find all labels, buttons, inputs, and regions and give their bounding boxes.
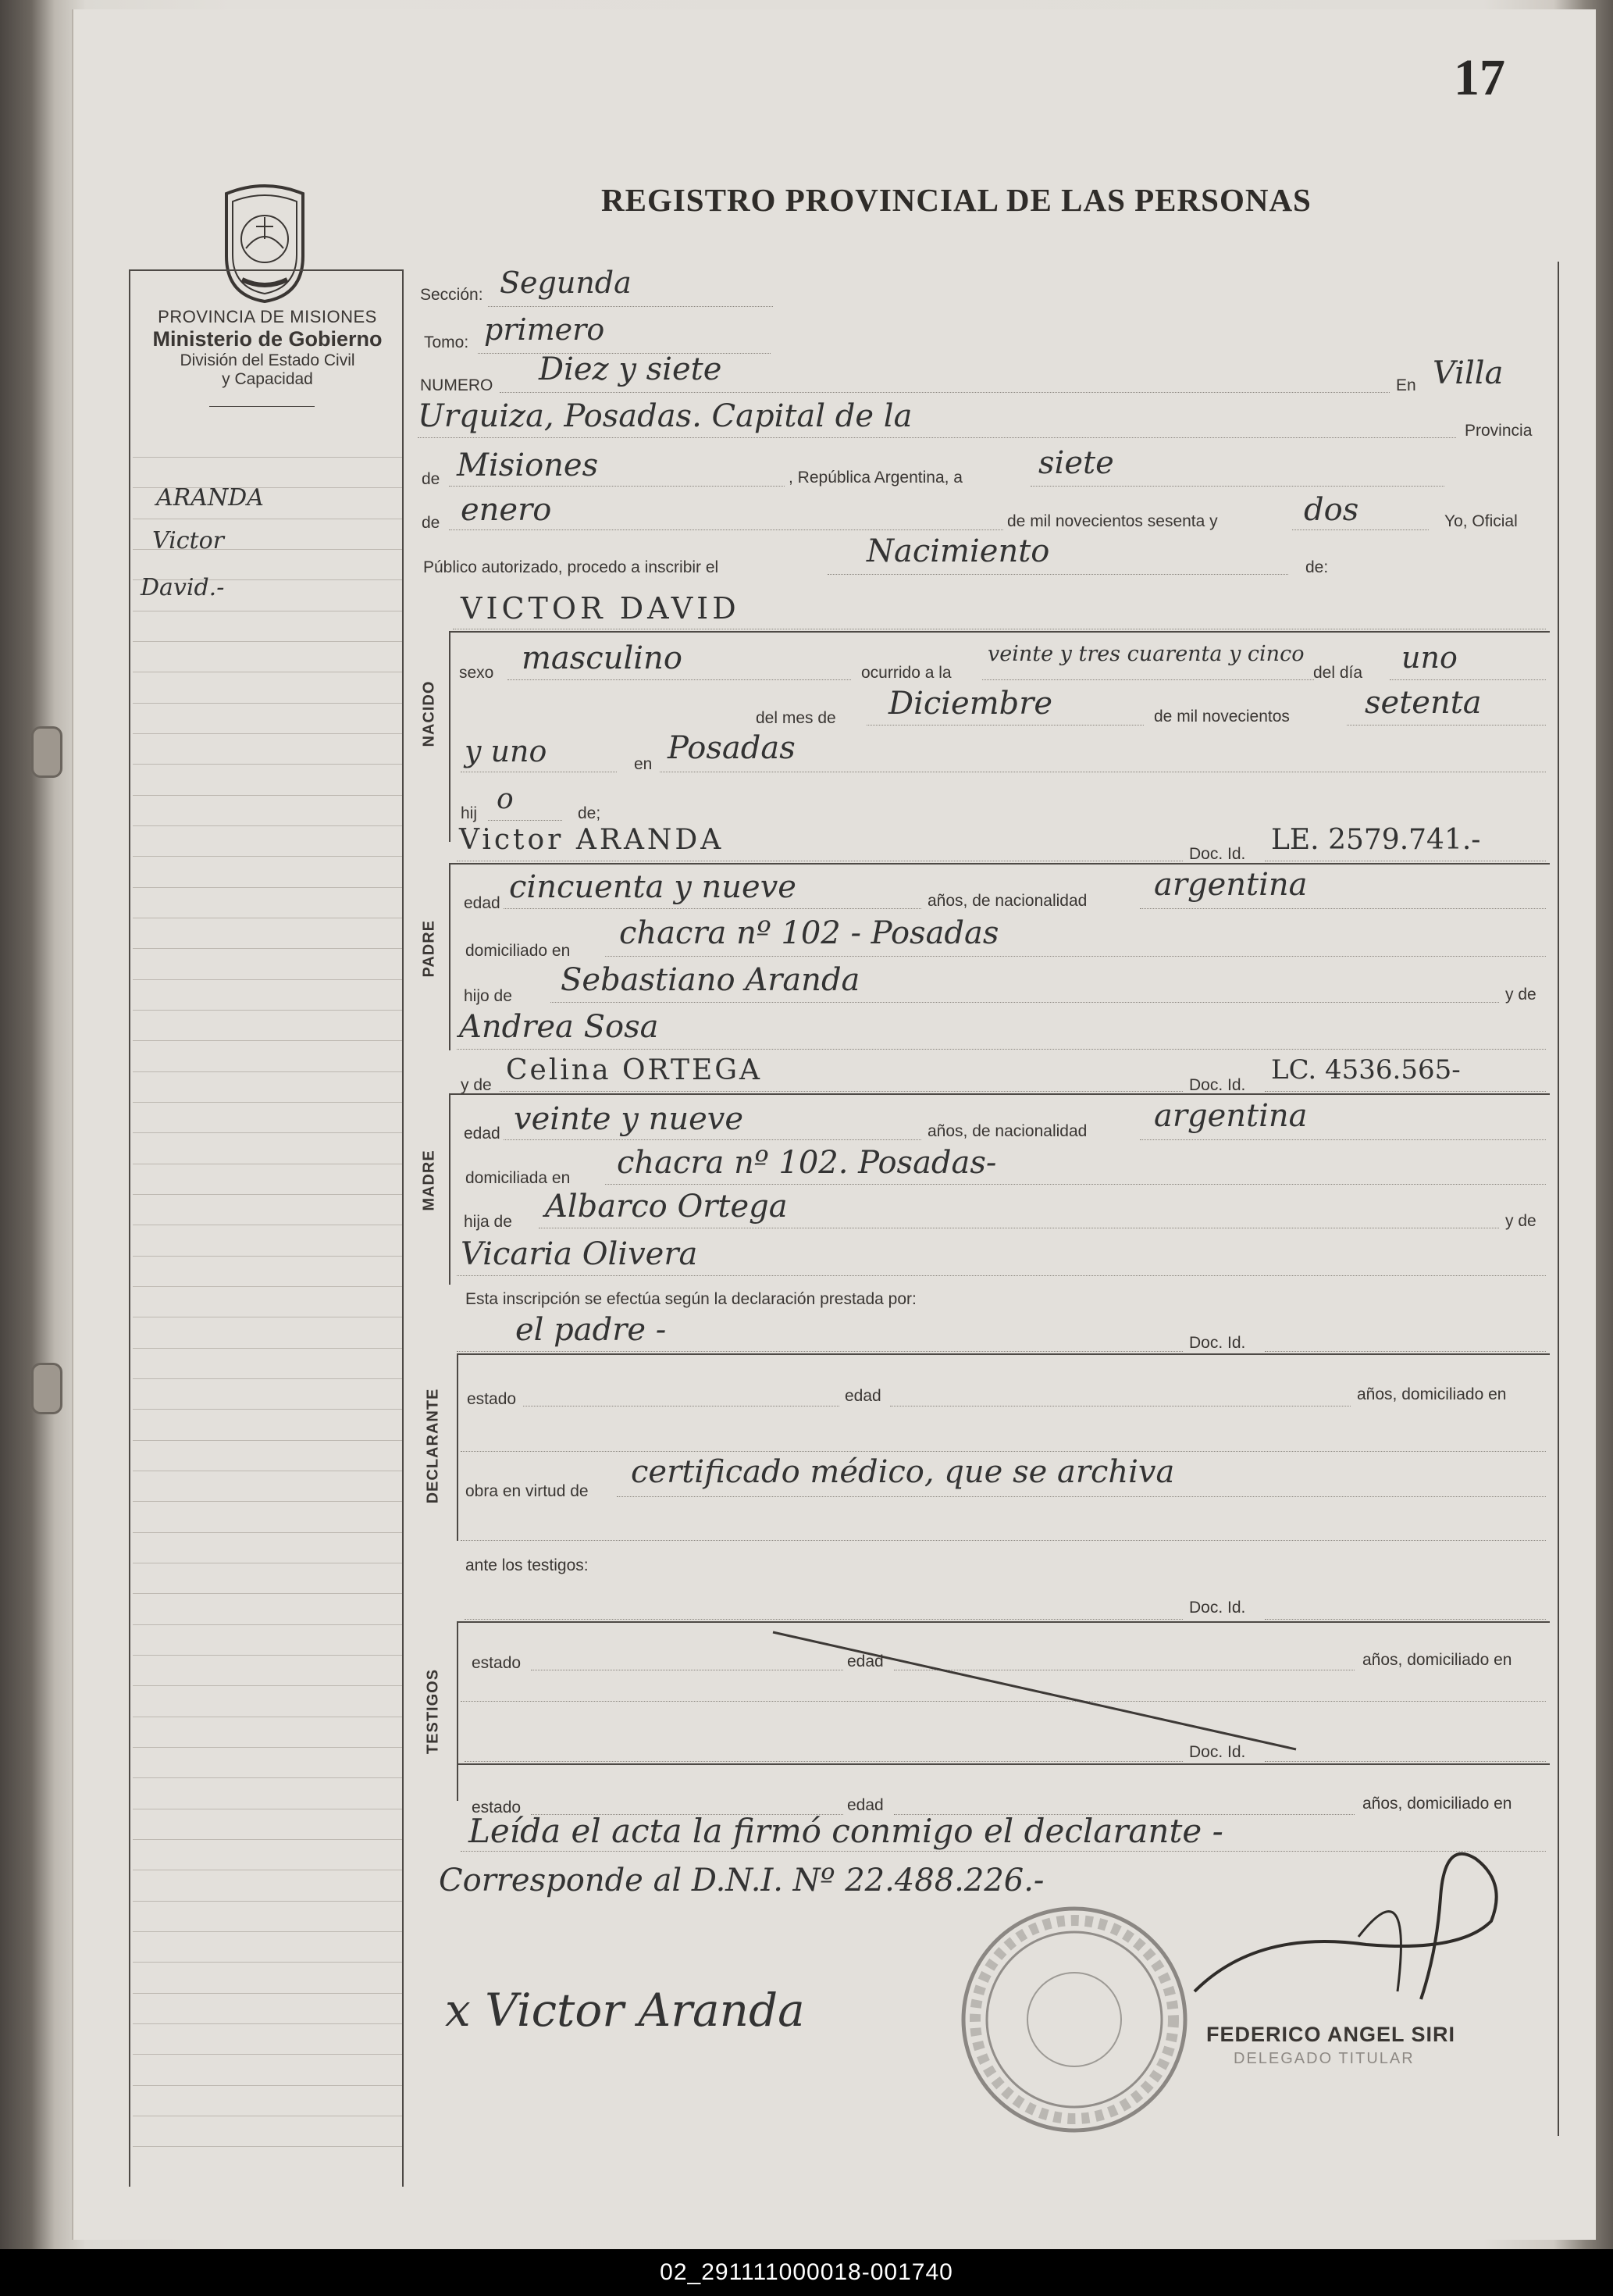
value-padre-edad: cincuenta y nueve — [509, 869, 796, 905]
label-de1: de — [422, 470, 440, 488]
value-mes-nac: Diciembre — [888, 686, 1053, 722]
value-madre-nombre: Celina ORTEGA — [506, 1054, 763, 1086]
label-sexo: sexo — [459, 664, 494, 682]
label-testigo2-edad: edad — [847, 1796, 884, 1814]
value-lugar2: Urquiza, Posadas. Capital de la — [418, 398, 913, 434]
label-tomo: Tomo: — [424, 333, 469, 351]
label-de-colon: de: — [1305, 558, 1329, 576]
section-label-testigos: TESTIGOS — [424, 1668, 442, 1755]
label-numero: NUMERO — [420, 376, 493, 394]
label-del-mes: del mes de — [756, 709, 836, 727]
page-number: 17 — [1454, 49, 1505, 106]
value-anio-nac2: y uno — [465, 734, 547, 768]
value-madre-nac: argentina — [1154, 1098, 1308, 1134]
label-declarante-anos: años, domiciliado en — [1357, 1385, 1507, 1403]
value-acto: Nacimiento — [867, 533, 1050, 569]
section-label-madre: MADRE — [420, 1150, 438, 1211]
value-dia-a: siete — [1038, 445, 1114, 481]
value-padre-nombre: Victor ARANDA — [459, 824, 725, 856]
label-madre-nac: años, de nacionalidad — [928, 1122, 1088, 1140]
margin-surname: ARANDA — [156, 484, 264, 512]
official-signature-mark — [1163, 1835, 1522, 2015]
value-lugar1: Villa — [1433, 355, 1504, 391]
image-identifier: 02_291111000018-001740 — [660, 2259, 953, 2285]
label-de-mil-nov: de mil novecientos — [1154, 708, 1290, 726]
value-tomo: primero — [484, 312, 605, 347]
label-de2: de — [422, 514, 440, 532]
label-obra: obra en virtud de — [465, 1482, 589, 1500]
label-de-mil: de mil novecientos sesenta y — [1007, 512, 1218, 530]
label-yo-oficial: Yo, Oficial — [1444, 512, 1518, 530]
label-declarante-edad: edad — [845, 1387, 881, 1405]
official-stamp — [959, 1904, 1190, 2135]
value-madre-doc: LC. 4536.565- — [1271, 1054, 1461, 1086]
label-en: En — [1396, 376, 1416, 394]
label-testigo1-edad: edad — [847, 1652, 884, 1670]
label-testigo1-anos: años, domiciliado en — [1362, 1651, 1512, 1669]
margin-first-name: Victor — [152, 527, 224, 554]
value-madre-edad: veinte y nueve — [514, 1101, 744, 1137]
margin-second-name: David.- — [141, 574, 225, 601]
value-anio-nac1: setenta — [1365, 685, 1482, 721]
org-ministry: Ministerio de Gobierno — [152, 327, 383, 351]
label-hij: hij — [461, 804, 478, 822]
value-seccion: Segunda — [500, 266, 632, 300]
value-obra: certificado médico, que se archiva — [631, 1454, 1175, 1490]
label-testigo2-doc: Doc. Id. — [1189, 1743, 1246, 1761]
official-name: FEDERICO ANGEL SIRI — [1206, 2023, 1456, 2046]
label-madre-y-de2: y de — [1505, 1212, 1536, 1230]
label-publico: Público autorizado, procedo a inscribir el — [423, 558, 719, 576]
label-madre-dom: domiciliada en — [465, 1169, 571, 1187]
label-esta-inscripcion: Esta inscripción se efectúa según la declaración prestada por: — [465, 1290, 917, 1308]
label-declarante-estado: estado — [467, 1390, 517, 1408]
label-padre-dom: domiciliado en — [465, 942, 571, 960]
org-capacity: y Capacidad — [222, 370, 313, 388]
value-padre-nac: argentina — [1154, 867, 1308, 903]
value-anio: dos — [1304, 492, 1359, 528]
value-hora: veinte y tres cuarenta y cinco — [988, 642, 1305, 666]
value-padre-hijo-de: Sebastiano Aranda — [561, 962, 860, 998]
label-madre-y-de: y de — [461, 1076, 492, 1094]
label-padre-edad: edad — [464, 894, 500, 912]
label-testigo1-estado: estado — [472, 1654, 522, 1672]
label-madre-hija-de: hija de — [464, 1213, 512, 1231]
value-declarante: el padre - — [515, 1312, 667, 1348]
label-testigos: ante los testigos: — [465, 1556, 589, 1574]
value-padre-hijo-de2: Andrea Sosa — [459, 1009, 659, 1045]
closing-note-2: Corresponde al D.N.I. Nº 22.488.226.- — [439, 1863, 1045, 1898]
value-nombre: VICTOR DAVID — [461, 591, 740, 626]
value-madre-dom: chacra nº 102. Posadas- — [617, 1145, 997, 1181]
value-padre-doc: LE. 2579.741.- — [1271, 824, 1481, 856]
value-dia: uno — [1401, 640, 1458, 675]
section-label-nacido: NACIDO — [420, 680, 438, 747]
label-republica: , República Argentina, a — [789, 469, 963, 487]
label-ocurrido: ocurrido a la — [861, 664, 952, 682]
label-padre-hijo-de: hijo de — [464, 987, 512, 1005]
declarant-signature: x Victor Aranda — [445, 1984, 805, 2037]
value-numero: Diez y siete — [539, 351, 722, 387]
label-en-lower: en — [634, 755, 653, 773]
value-provincia: Misiones — [457, 447, 599, 483]
label-testigo2-anos: años, domiciliado en — [1362, 1795, 1512, 1813]
label-testigo2-estado: estado — [472, 1799, 522, 1816]
value-madre-hija-de2: Vicaria Olivera — [461, 1236, 698, 1272]
label-padre-nac: años, de nacionalidad — [928, 892, 1088, 910]
label-de-semi: de; — [578, 804, 601, 822]
value-padre-dom: chacra nº 102 - Posadas — [619, 915, 999, 951]
label-padre-doc: Doc. Id. — [1189, 845, 1246, 863]
label-padre-y-de: y de — [1505, 986, 1536, 1004]
value-madre-hija-de: Albarco Ortega — [545, 1189, 788, 1225]
section-label-padre: PADRE — [420, 919, 438, 978]
label-declarante-doc: Doc. Id. — [1189, 1334, 1246, 1352]
label-madre-edad: edad — [464, 1125, 500, 1143]
closing-note-1: Leída el acta la firmó conmigo el declarante - — [468, 1812, 1223, 1850]
value-hij-suffix: o — [497, 783, 514, 815]
value-mes: enero — [461, 492, 552, 528]
label-madre-doc: Doc. Id. — [1189, 1076, 1246, 1094]
label-seccion: Sección: — [420, 286, 483, 304]
org-division: División del Estado Civil — [180, 351, 355, 369]
label-del-dia: del día — [1313, 664, 1363, 682]
value-sexo: masculino — [522, 640, 682, 676]
label-provincia: Provincia — [1465, 422, 1533, 440]
page-title: REGISTRO PROVINCIAL DE LAS PERSONAS — [601, 182, 1312, 218]
label-testigo1-doc: Doc. Id. — [1189, 1599, 1246, 1617]
official-title: DELEGADO TITULAR — [1234, 2050, 1415, 2067]
org-province: PROVINCIA DE MISIONES — [158, 307, 377, 326]
value-lugar-nac: Posadas — [668, 730, 796, 766]
section-label-declarante: DECLARANTE — [424, 1388, 442, 1504]
image-identifier-bar — [0, 2249, 1613, 2296]
